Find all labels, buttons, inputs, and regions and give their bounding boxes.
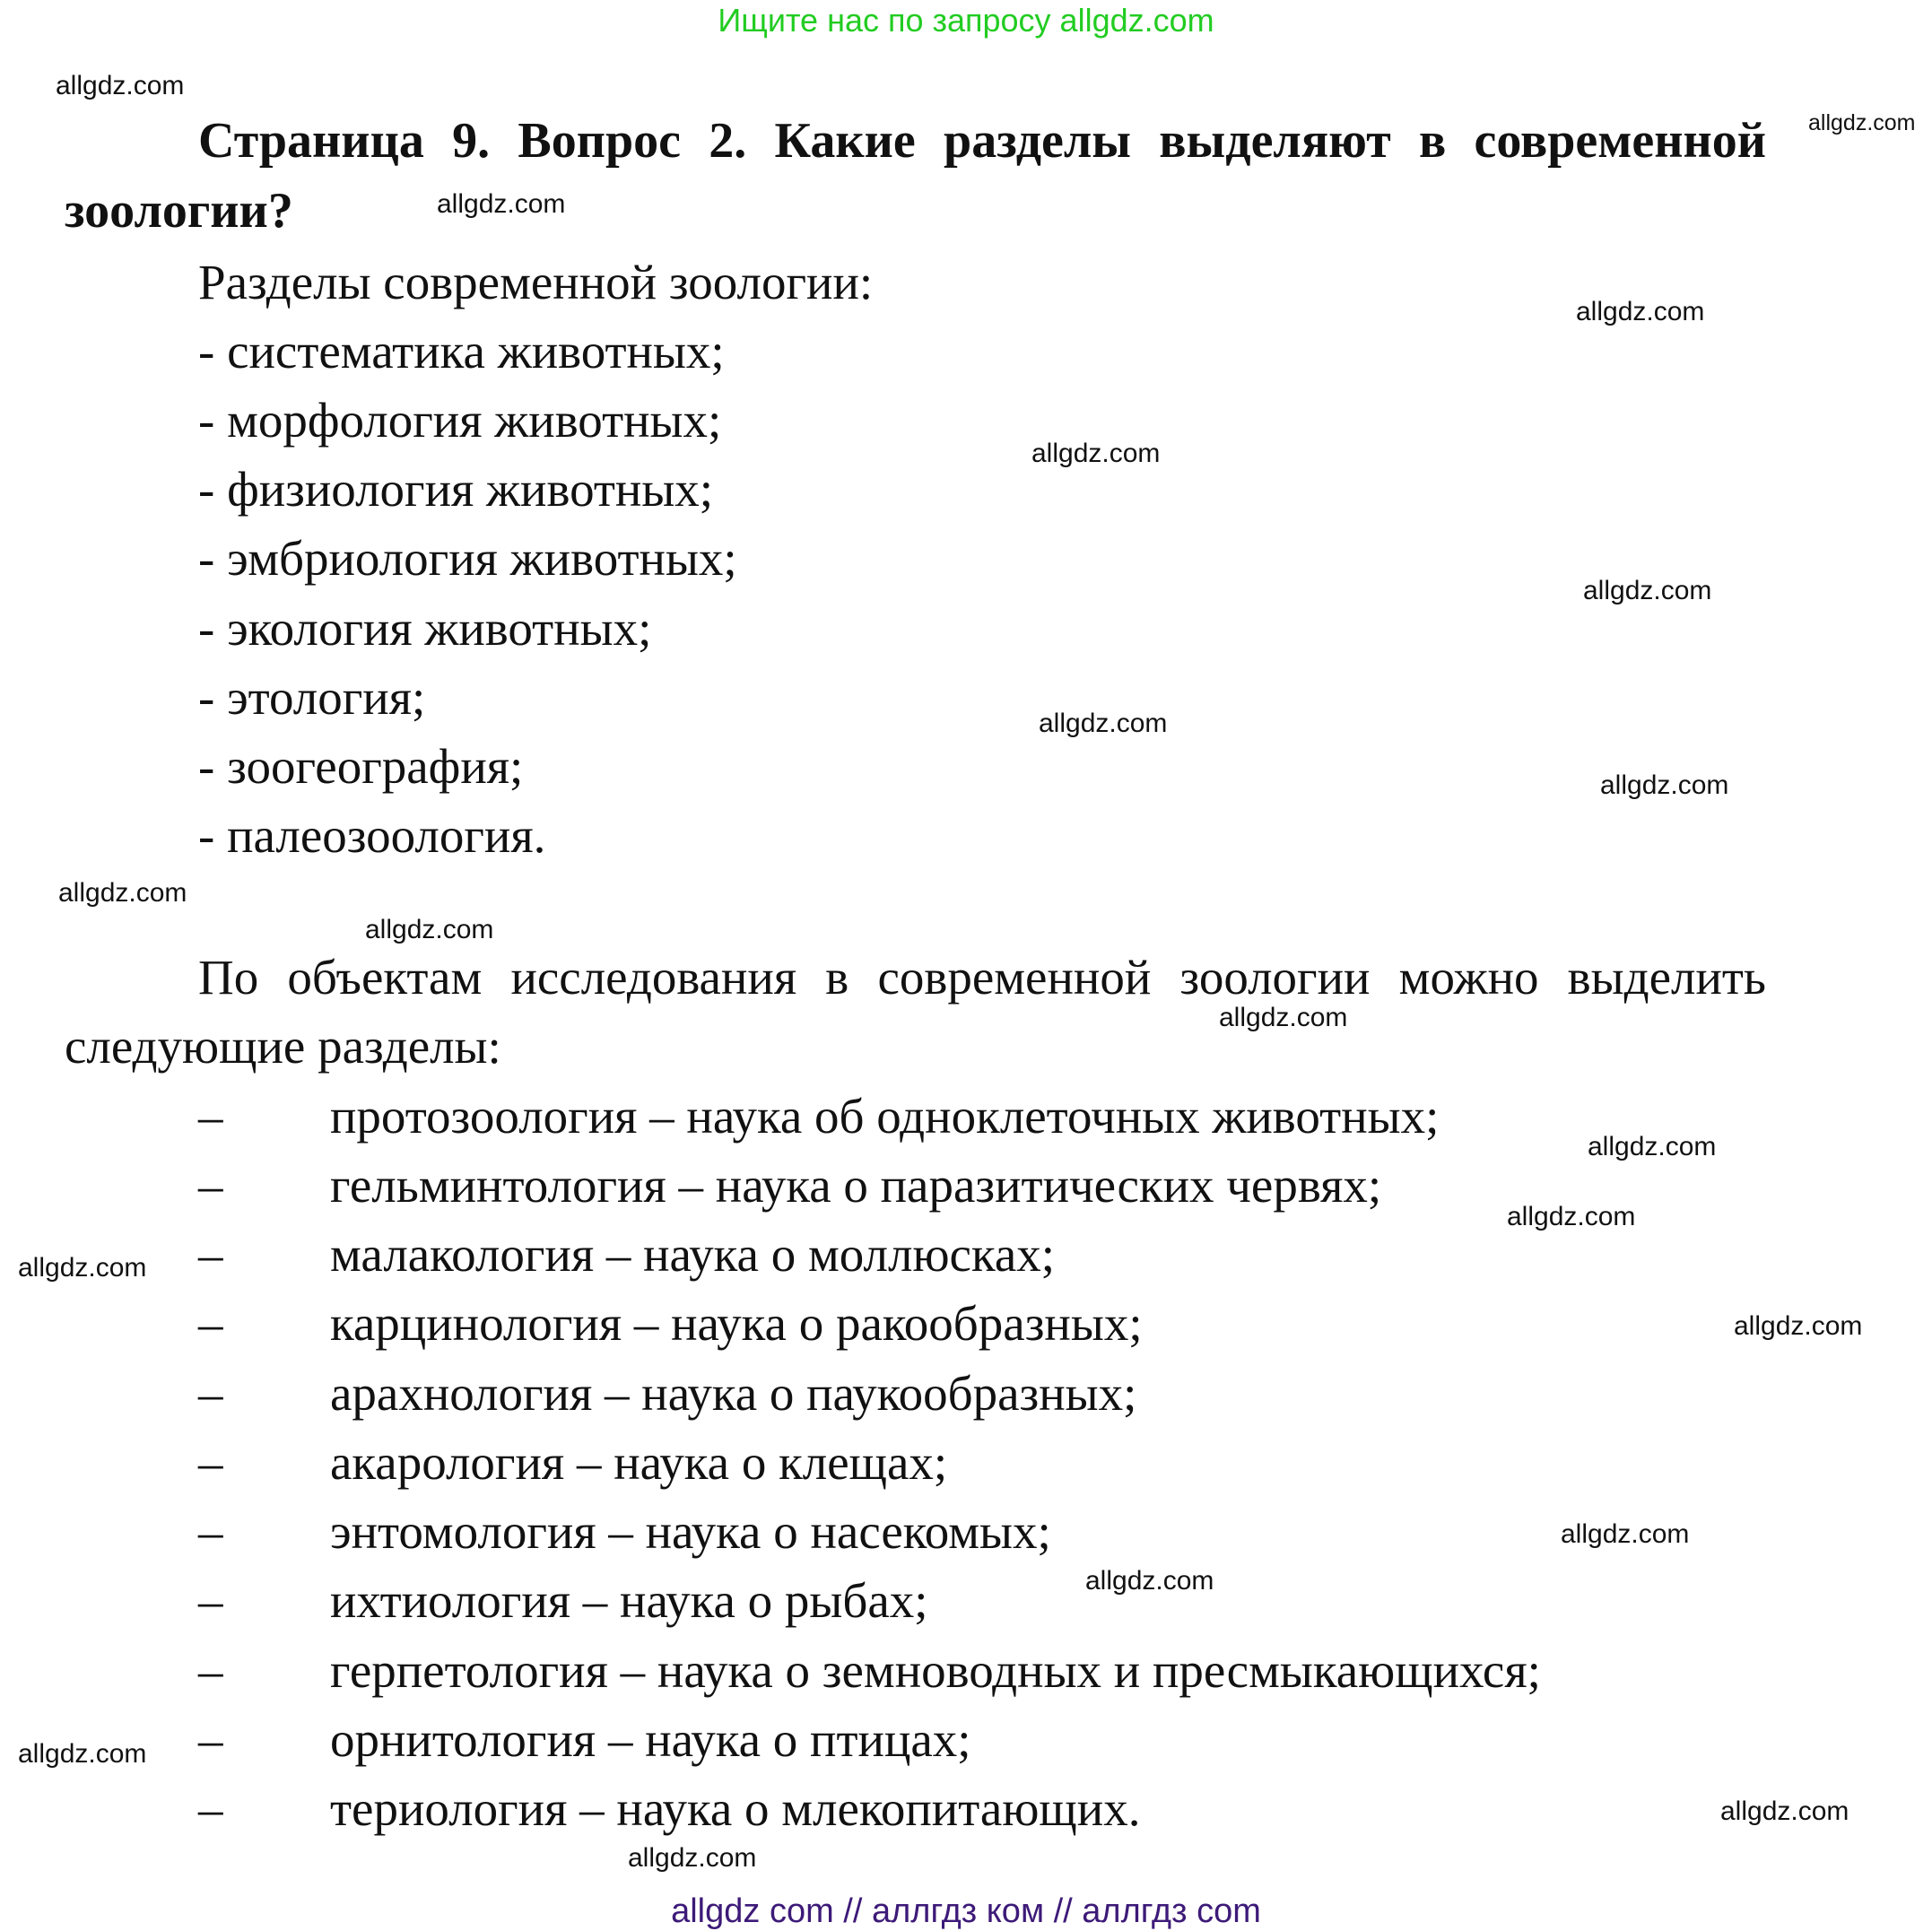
watermark: allgdz.com: [1808, 110, 1916, 135]
watermark: allgdz.com: [1576, 297, 1705, 326]
list-item: - зоогеография;: [198, 739, 524, 794]
section2-intro-line2: следующие разделы:: [65, 1019, 501, 1074]
list-item: - этология;: [198, 670, 426, 725]
watermark: allgdz.com: [18, 1739, 147, 1769]
watermark: allgdz.com: [18, 1253, 147, 1283]
list-dash: –: [198, 1296, 223, 1351]
list-item: орнитология – наука о птицах;: [330, 1712, 971, 1767]
list-dash: –: [198, 1158, 223, 1213]
watermark: allgdz.com: [365, 915, 494, 944]
list-item: карцинология – наука о ракообразных;: [330, 1296, 1143, 1351]
list-item: акарология – наука о клещах;: [330, 1435, 948, 1490]
watermark: allgdz.com: [1039, 709, 1168, 738]
list-dash: –: [198, 1712, 223, 1767]
watermark: allgdz.com: [1085, 1566, 1214, 1596]
list-dash: –: [198, 1435, 223, 1490]
list-item: энтомология – наука о насекомых;: [330, 1504, 1051, 1559]
list-item: - палеозоология.: [198, 808, 546, 863]
watermark: allgdz.com: [1219, 1003, 1348, 1032]
list-item: гельминтология – наука о паразитических червях;: [330, 1158, 1382, 1213]
question-title-line2: зоологии?: [65, 183, 293, 239]
list-dash: –: [198, 1504, 223, 1559]
watermark: allgdz.com: [628, 1843, 757, 1873]
question-title-line1: Страница 9. Вопрос 2. Какие разделы выделяют в современной: [198, 113, 1766, 169]
list-item: - эмбриология животных;: [198, 531, 737, 586]
list-item: арахнология – наука о паукообразных;: [330, 1366, 1137, 1421]
list-item: протозоология – наука об одноклеточных животных;: [330, 1089, 1440, 1144]
list-dash: –: [198, 1643, 223, 1698]
watermark: allgdz.com: [1583, 576, 1712, 605]
list-item: - систематика животных;: [198, 324, 725, 378]
list-item: малакология – наука о моллюсках;: [330, 1227, 1056, 1282]
list-item: герпетология – наука о земноводных и пресмыкающихся;: [330, 1643, 1541, 1698]
list-dash: –: [198, 1573, 223, 1628]
section2-intro-line1: По объектам исследования в современной зоологии можно выделить: [198, 950, 1766, 1005]
watermark: allgdz.com: [1507, 1202, 1636, 1231]
watermark: allgdz.com: [1588, 1132, 1717, 1161]
section1-heading: Разделы современной зоологии:: [198, 255, 874, 309]
list-dash: –: [198, 1089, 223, 1144]
list-item: - физиология животных;: [198, 462, 714, 517]
watermark: allgdz.com: [1720, 1796, 1849, 1826]
watermark: allgdz.com: [1561, 1519, 1690, 1549]
list-dash: –: [198, 1366, 223, 1421]
watermark: allgdz.com: [1031, 439, 1161, 468]
list-item: ихтиология – наука о рыбах;: [330, 1573, 928, 1628]
watermark: allgdz.com: [1734, 1311, 1863, 1341]
footer-banner-link[interactable]: allgdz com // аллгдз ком // аллгдз com: [671, 1892, 1261, 1930]
watermark: allgdz.com: [437, 189, 566, 219]
list-dash: –: [198, 1227, 223, 1282]
watermark: allgdz.com: [1600, 770, 1729, 800]
header-banner-link[interactable]: Ищите нас по запросу allgdz.com: [718, 2, 1214, 39]
list-item: - экология животных;: [198, 601, 652, 656]
watermark: allgdz.com: [58, 878, 187, 908]
list-dash: –: [198, 1781, 223, 1836]
list-item: - морфология животных;: [198, 393, 722, 448]
list-item: териология – наука о млекопитающих.: [330, 1781, 1141, 1836]
watermark: allgdz.com: [56, 71, 185, 100]
